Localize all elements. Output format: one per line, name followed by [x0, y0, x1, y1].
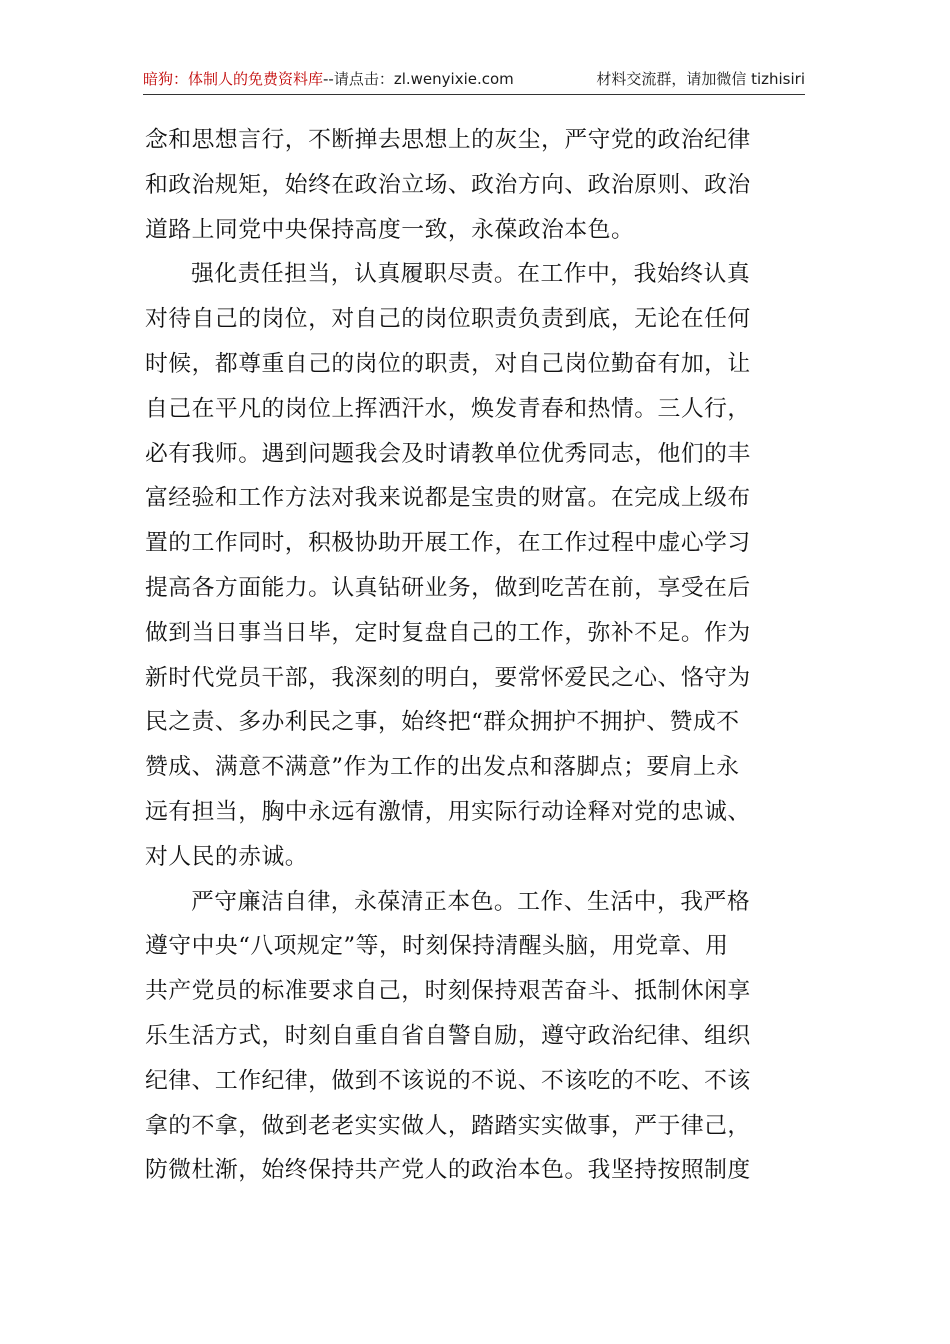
- header-site-name: 暗狗：体制人的免费资料库: [143, 70, 324, 88]
- text-line: 防微杜渐，始终保持共产党人的政治本色。我坚持按照制度: [145, 1157, 751, 1184]
- document-body: [145, 118, 807, 1193]
- text-line: 时候，都尊重自己的岗位的职责，对自己岗位勤奋有加，让: [145, 350, 751, 377]
- page-header: [143, 64, 805, 95]
- text-line: 纪律、工作纪律，做到不该说的不说、不该吃的不吃、不该: [145, 1067, 751, 1094]
- header-contact: 材料交流群，请加微信 tizhisiri: [596, 70, 805, 88]
- text-line: 对人民的赤诚。: [145, 843, 309, 870]
- text-line: 对待自己的岗位，对自己的岗位职责负责到底，无论在任何: [145, 306, 751, 333]
- text-line: 赞成、满意不满意”作为工作的出发点和落脚点；要肩上永: [145, 754, 740, 781]
- paragraph-start-line: 强化责任担当，认真履职尽责。在工作中，我始终认真: [191, 261, 751, 288]
- text-line: 置的工作同时，积极协助开展工作，在工作过程中虚心学习: [145, 530, 751, 557]
- text-line: 乐生活方式，时刻自重自省自警自励，遵守政治纪律、组织: [145, 1022, 751, 1049]
- text-line: 远有担当，胸中永远有激情，用实际行动诠释对党的忠诚、: [145, 798, 751, 825]
- text-line: 遵守中央“八项规定”等，时刻保持清醒头脑，用党章、用: [145, 933, 729, 960]
- text-line: 必有我师。遇到问题我会及时请教单位优秀同志，他们的丰: [145, 440, 751, 467]
- text-line: 道路上同党中央保持高度一致，永葆政治本色。: [145, 216, 635, 243]
- text-line: 和政治规矩，始终在政治立场、政治方向、政治原则、政治: [145, 171, 751, 198]
- text-line: 提高各方面能力。认真钻研业务，做到吃苦在前，享受在后: [145, 574, 751, 601]
- paragraph-start-line: 严守廉洁自律，永葆清正本色。工作、生活中，我严格: [191, 888, 751, 915]
- text-line: 民之责、多办利民之事，始终把“群众拥护不拥护、赞成不: [145, 709, 740, 736]
- text-line: 共产党员的标准要求自己，时刻保持艰苦奋斗、抵制休闲享: [145, 978, 751, 1005]
- header-link[interactable]: --请点击：zl.wenyixie.com: [323, 70, 514, 88]
- text-line: 拿的不拿，做到老老实实做人，踏踏实实做事，严于律己，: [145, 1112, 751, 1139]
- text-line: 新时代党员干部，我深刻的明白，要常怀爱民之心、恪守为: [145, 664, 751, 691]
- text-line: 念和思想言行，不断掸去思想上的灰尘，严守党的政治纪律: [145, 127, 751, 153]
- text-line: 自己在平凡的岗位上挥洒汗水，焕发青春和热情。三人行，: [145, 395, 751, 422]
- text-line: 富经验和工作方法对我来说都是宝贵的财富。在完成上级布: [145, 485, 751, 512]
- text-line: 做到当日事当日毕，定时复盘自己的工作，弥补不足。作为: [145, 619, 751, 646]
